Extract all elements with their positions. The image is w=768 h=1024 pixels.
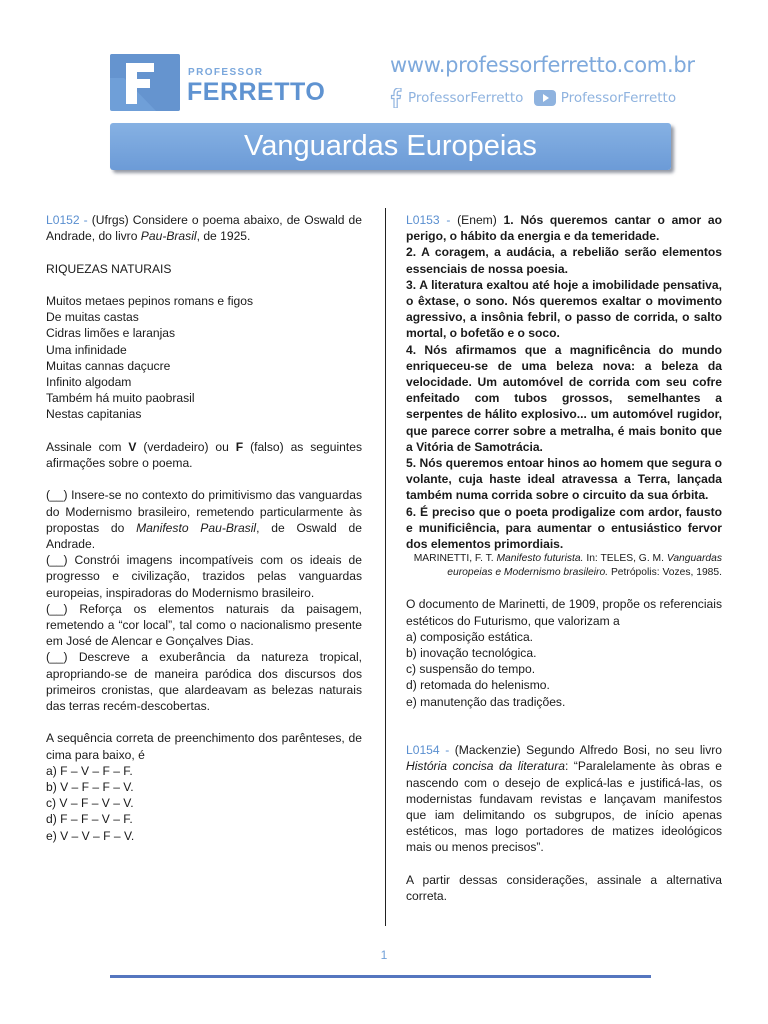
youtube-handle[interactable]: ProfessorFerretto: [560, 90, 677, 106]
manifesto-point: 3. A literatura exaltou até hoje a imobilidade pensativa, o êxtase, o sono. Nós queremos exaltar o movimento agressivo, a insônia febril, o passo de corrida, o salto mortal, o bofetão e o soco.: [406, 277, 722, 341]
question-code: L0152: [46, 213, 80, 227]
question-l0152-intro: L0152 - (Ufrgs) Considere o poema abaixo, de Oswald de Andrade, do livro Pau-Brasil, de 1925.: [46, 213, 363, 244]
brand-logo-icon: [110, 54, 180, 111]
poem-title: RIQUEZAS NATURAIS: [46, 261, 172, 276]
statement-item: (__) Descreve a exuberância da natureza tropical, apropriando-se de maneira paródica dos discursos dos primeiros cronistas, que alardeavam as belezas naturais das terras recém-descobertas.: [46, 650, 362, 714]
right-column: [406, 212, 722, 904]
poem-line: Muitos metaes pepinos romans e figos: [46, 293, 254, 308]
manifesto-point: 4. Nós afirmamos que a magnificência do mundo enriqueceu-se de uma beleza nova: a beleza da velocidade. Um automóvel de corrida com seu cofre enfeitado com tubos grossos, semelhantes a serpentes de hálito explosivo... um automóvel rugidor, que parece correr sobre a metralha, é mais bonito que a Vitória de Samotrácia.: [406, 342, 722, 454]
poem-line: Uma infinidade: [46, 342, 127, 357]
left-column: [46, 212, 362, 844]
answer-option[interactable]: b) inovação tecnológica.: [406, 646, 537, 661]
question-l0154: L0154 - (Mackenzie) Segundo Alfredo Bosi, no seu livro História concisa da literatura: “Paralelamente às obras e nascendo com o desejo de explicá-las e justificá-las, os modernistas fundavam revistas e lançavam manifestos que iam delimitando os subgrupos, de início apenas estéticos, mas logo portadores de matizes ideológicos mais ou menos precisos”.: [406, 743, 722, 855]
answer-option[interactable]: d) F – F – V – F.: [46, 812, 133, 827]
statement-item: (__) Reforça os elementos naturais da paisagem, remetendo a “cor local”, tal como o nacionalismo presente em José de Alencar e Gonçalves Dias.: [46, 601, 362, 649]
facebook-icon: [390, 88, 404, 108]
youtube-icon: [534, 90, 556, 106]
column-divider: [385, 208, 386, 926]
answer-option[interactable]: e) manutenção das tradições.: [406, 694, 566, 709]
instructions: Assinale com V (verdadeiro) ou F (falso) as seguintes afirmações sobre o poema.: [46, 439, 363, 470]
answer-option[interactable]: c) suspensão do tempo.: [406, 662, 536, 677]
answer-option[interactable]: c) V – F – V – V.: [46, 796, 134, 811]
poem-line: Cidras limões e laranjas: [46, 326, 176, 341]
question-code: L0153: [406, 213, 440, 227]
facebook-handle[interactable]: ProfessorFerretto: [408, 90, 524, 106]
poem-line: De muitas castas: [46, 310, 139, 325]
question-text: A partir dessas considerações, assinale a alternativa correta.: [406, 872, 722, 904]
poem-line: Também há muito paobrasil: [46, 391, 195, 406]
page-number: 1: [380, 948, 388, 962]
brand-ferretto: FERRETTO: [187, 78, 326, 106]
answer-option[interactable]: e) V – V – F – V.: [46, 828, 135, 843]
poem-line: Infinito algodam: [46, 375, 132, 389]
answer-option[interactable]: b) V – F – F – V.: [46, 780, 134, 795]
footer-divider: [110, 975, 651, 978]
statement-item: (__) Insere-se no contexto do primitivismo das vanguardas do Modernismo brasileiro, remetendo particularmente às propostas do Manifesto Pau-Brasil, de Oswald de Andrade.: [46, 488, 363, 551]
statement-item: (__) Constrói imagens incompatíveis com os ideais de progresso e civilização, trazidos pelas vanguardas europeias, inspiradoras do Modernismo brasileiro.: [46, 553, 362, 600]
answer-option[interactable]: a) F – V – F – F.: [46, 763, 133, 778]
sequence-question: A sequência correta de preenchimento dos parênteses, de cima para baixo, é: [46, 731, 362, 762]
brand-professor: PROFESSOR: [188, 67, 264, 78]
website-link[interactable]: www.professorferretto.com.br: [390, 53, 695, 77]
question-code: L0154: [406, 743, 440, 758]
manifesto-point: 5. Nós queremos entoar hinos ao homem que segura o volante, cuja haste ideal atravessa a Terra, lançada também numa corrida sobre o circuito da sua órbita.: [406, 456, 722, 503]
manifesto-point: 6. É preciso que o poeta prodigalize com ardor, fausto e munificiência, para aumentar o entusiástico fervor dos elementos primordiais.: [406, 504, 722, 552]
page-title: Vanguardas Europeias: [110, 123, 671, 170]
poem-line: Muitas cannas daçucre: [46, 358, 171, 373]
answer-option[interactable]: a) composição estática.: [406, 629, 534, 644]
manifesto-point: 2. A coragem, a audácia, a rebelião serão elementos essenciais de nossa poesia.: [406, 245, 722, 276]
poem-line: Nestas capitanias: [46, 407, 142, 422]
question-l0153-point: L0153 - (Enem) 1. Nós queremos cantar o amor ao perigo, o hábito da energia e da temeridade.: [406, 213, 722, 244]
answer-option[interactable]: d) retomada do helenismo.: [406, 678, 550, 693]
reference: MARINETTI, F. T. Manifesto futurista. In: TELES, G. M. Vanguardas europeias e Modernismo brasileiro. Petrópolis: Vozes, 1985.: [413, 553, 722, 579]
social-links: [390, 88, 676, 108]
question-text: O documento de Marinetti, de 1909, propõe os referenciais estéticos do Futurismo, que valorizam a: [406, 597, 722, 628]
